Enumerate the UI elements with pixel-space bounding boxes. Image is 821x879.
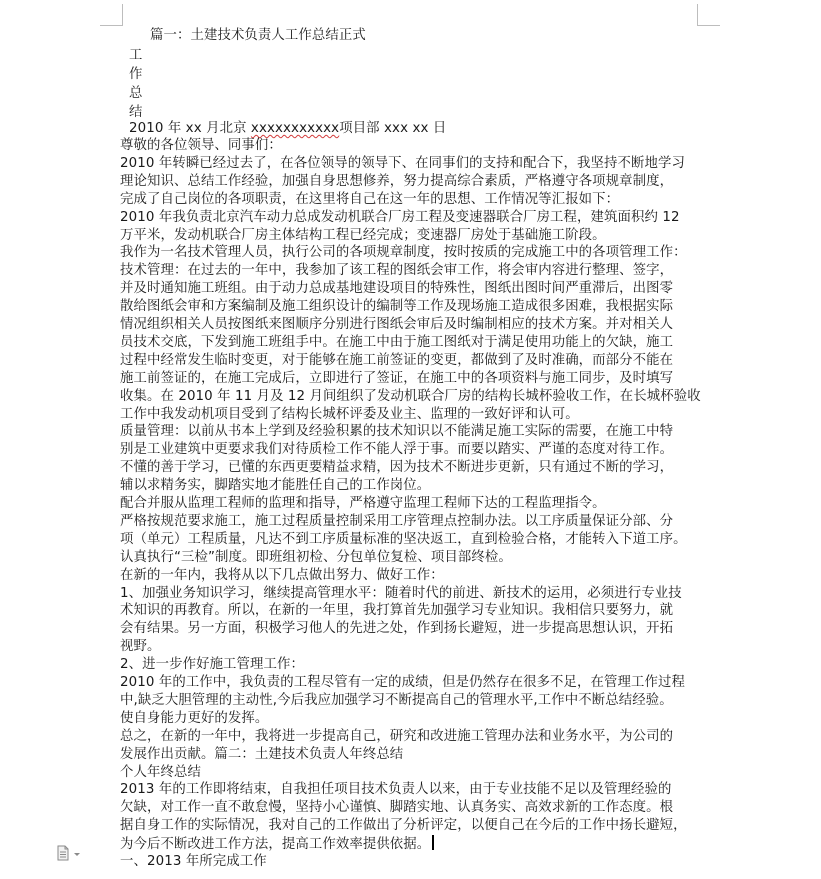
corner-mark-top-left-v [122,4,123,26]
corner-mark-top-right-v [697,4,698,26]
body-line: 总之，在新的一年中，我将进一步提高自己，研究和改进施工管理办法和业务水平，为公司的 [120,728,674,744]
body-line: 配合并服从监理工程师的监理和指导，严格遵守监理工程师下达的工程监理指令。 [120,496,606,511]
body-line: 过程中经常发生临时变更，对于能够在施工前签证的变更，都做到了及时准确，而部分不能在 [120,352,674,368]
body-line: 发展作出贡献。篇二：土建技术负责人年终总结 [120,746,404,762]
body-line: 认真执行“三检”制度。即班组初检、分包单位复检、项目部终检。 [120,549,512,565]
date-line [129,120,714,138]
vertical-char: 作 [129,67,143,82]
body-line: 我作为一名技术管理人员，执行公司的各项规章制度，按时按质的完成施工中的各项管理工作： [120,245,687,261]
body-line: 2013 年的工作即将结束，自我担任项目技术负责人以来，由于专业技能不足以及管理经验的 [120,782,672,798]
body-line: 据自身工作的实际情况，我对自己的工作做出了分析评定，以便自己在今后的工作中扬长避短， [120,818,687,834]
vertical-char: 工 [129,48,143,63]
body-line: 情况组织相关人员按图纸来图顺序分别进行图纸会审后及时编制相应的技术方案。并对相关人 [120,317,674,332]
body-line: 一、2013 年所完成工作 [120,854,267,869]
doc-title: 篇一：土建技术负责人工作总结正式 [150,28,366,43]
date-suffix: 项目部 xxx xx 日 [339,121,447,136]
body-line: 别是工业建筑中更要求我们对待质检工作不能人浮于事。而要以踏实、严谨的态度对待工作。 [120,442,674,458]
corner-mark-top-right-h [697,25,720,26]
body-line: 完成了自己岗位的各项职责，在这里将自己在这一年的思想、工作情况等汇报如下： [120,191,620,207]
body-line: 万平米，发动机联合厂房主体结构工程已经完成；变速器厂房处于基础施工阶段。 [120,227,606,243]
vertical-char: 总 [129,86,143,101]
body-line: 项（单元）工程质量，凡达不到工序质量标准的坚决返工，直到检验合格，才能转入下道工序。 [120,531,687,547]
body-line: 技术管理：在过去的一年中，我参加了该工程的图纸会审工作，将会审内容进行整理、签字， [120,263,674,279]
body-line: 收集。在 2010 年 11 月及 12 月间组织了发动机联合厂房的结构长城杯验收工作，在长城杯验收 [120,388,701,404]
body-line: 1、加强业务知识学习，继续提高管理水平：随着时代的前进、新技术的运用，必须进行专业技 [120,585,682,601]
body-line: 2010 年转瞬已经过去了，在各位领导的领导下、在同事们的支持和配合下，我坚持不断地学习 [120,155,685,171]
body-line: 2、进一步作好施工管理工作： [120,657,304,673]
corner-mark-top-left-h [100,25,123,26]
document-icon[interactable] [56,845,82,861]
body-line: 施工前签证的，在施工完成后，立即进行了签证，在施工中的各项资料与施工同步，及时填写 [120,370,674,386]
body-line: 2010 年我负责北京汽车动力总成发动机联合厂房工程及变速器联合厂房工程，建筑面积约 12 [120,209,680,225]
body-line: 为今后不断改进工作方法，提高工作效率提供依据。 [120,835,705,854]
body-line: 尊敬的各位领导、同事们： [120,138,282,153]
date-prefix: 2010 年 xx 月北京 [129,121,251,136]
date-underlined: xxxxxxxxxxx [250,121,340,136]
body-line: 在新的一年内，我将从以下几点做出努力、做好工作： [120,567,444,583]
body-line: 使自身能力更好的发挥。 [120,710,269,726]
body-line: 不懂的善于学习，已懂的东西更要精益求精，因为技术不断进步更新，只有通过不断的学习， [120,460,674,476]
body-line: 严格按规范要求施工，施工过程质量控制采用工序管理点控制办法。以工序质量保证分部、分 [120,513,674,529]
body-line: 个人年终总结 [120,764,201,780]
body-line: 欠缺，对工作一直不敢怠慢，坚持小心谨慎、脚踏实地、认真务实、高效求新的工作态度。根 [120,800,674,816]
body-line: 并及时通知施工班组。由于动力总成基地建设项目的特殊性，图纸出图时间严重滞后，出图零 [120,281,674,297]
body-line: 理论知识、总结工作经验，加强自身思想修养，努力提高综合素质，严格遵守各项规章制度， [120,173,674,189]
text-cursor [432,835,434,850]
body-line: 2010 年的工作中，我负责的工程尽管有一定的成绩，但是仍然存在很多不足，在管理工作过程 [120,675,685,690]
body-line: 辅以求精务实，脚踏实地才能胜任自己的工作岗位。 [120,478,431,494]
body-line: 中,缺乏大胆管理的主动性,今后我应加强学习不断提高自己的管理水平,工作中不断总结经验。 [120,692,673,708]
body-line: 员技术交底，下发到施工班组手中。在施工中由于施工图纸对于满足使用功能上的欠缺，施工 [120,334,674,350]
body-line: 质量管理：以前从书本上学到及经验积累的技术知识以不能满足施工实际的需要，在施工中特 [120,424,674,440]
body-line: 工作中我发动机项目受到了结构长城杯评委及业主、监理的一致好评和认可。 [120,406,579,422]
body-line: 散给图纸会审和方案编制及施工组织设计的编制等工作及现场施工造成很多困难，我根据实际 [120,299,674,315]
vertical-char: 结 [129,105,143,120]
body-line: 会有结果。另一方面，积极学习他人的先进之处，作到扬长避短，进一步提高思想认识，开拓 [120,621,674,637]
body-line: 视野。 [120,639,161,655]
body-line: 术知识的再教育。所以，在新的一年里，我打算首先加强学习专业知识。我相信只要努力，就 [120,603,674,619]
